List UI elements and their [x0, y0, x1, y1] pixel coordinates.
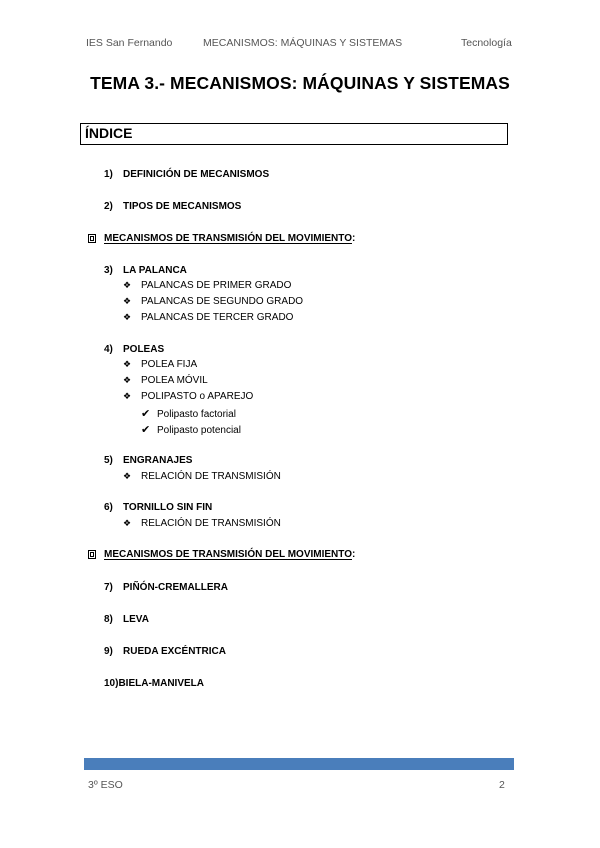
- section-heading-1: [104, 233, 355, 244]
- subitem-poleas-2: ❖ POLEA MÓVIL: [123, 375, 208, 386]
- footer-bar: [84, 758, 514, 770]
- subitem-polipasto-2: ✔ Polipasto potencial: [141, 424, 241, 436]
- item-label: POLEAS: [123, 344, 165, 355]
- page-number: 2: [499, 779, 505, 791]
- item-label: RUEDA EXCÉNTRICA: [123, 646, 226, 657]
- item-label: ENGRANAJES: [123, 455, 193, 466]
- index-item-6: [104, 502, 212, 513]
- item-label: LA PALANCA: [123, 265, 187, 276]
- section-suffix: :: [351, 233, 356, 244]
- index-item-8: [104, 614, 149, 625]
- item-label: LEVA: [123, 614, 149, 625]
- index-item-1: [104, 169, 269, 180]
- diamond-bullet-icon: ❖: [123, 359, 132, 369]
- check-mark-icon: ✔: [141, 408, 151, 420]
- diamond-bullet-icon: ❖: [123, 391, 132, 401]
- checkbox-icon: [88, 550, 96, 559]
- diamond-bullet-icon: ❖: [123, 375, 132, 385]
- subitem-polipasto-1: ✔ Polipasto factorial: [141, 408, 236, 420]
- item-label: BIELA-MANIVELA: [118, 678, 205, 689]
- subitem-poleas-3: ❖ POLIPASTO o APAREJO: [123, 391, 254, 402]
- page-title: TEMA 3.- MECANISMOS: MÁQUINAS Y SISTEMAS: [90, 73, 510, 93]
- item-number: 3): [104, 265, 113, 276]
- subitem-tornillo-1: ❖ RELACIÓN DE TRANSMISIÓN: [123, 518, 281, 529]
- subitem-engranajes-1: ❖ RELACIÓN DE TRANSMISIÓN: [123, 471, 281, 482]
- index-item-2: [104, 201, 241, 212]
- item-number: 4): [104, 344, 113, 355]
- item-number: 9): [104, 646, 113, 657]
- item-label: TIPOS DE MECANISMOS: [123, 201, 242, 212]
- item-label: PIÑÓN-CREMALLERA: [123, 582, 228, 593]
- index-item-10: [104, 678, 204, 689]
- item-number: 5): [104, 455, 113, 466]
- footer-course: 3º ESO: [88, 779, 123, 791]
- diamond-bullet-icon: ❖: [123, 296, 132, 306]
- diamond-bullet-icon: ❖: [123, 280, 132, 290]
- section-label: MECANISMOS DE TRANSMISIÓN DEL MOVIMIENTO: [104, 549, 352, 560]
- index-item-7: [104, 582, 228, 593]
- index-heading-box: [80, 123, 508, 145]
- header-subject: Tecnología: [461, 37, 512, 49]
- index-heading: ÍNDICE: [85, 125, 133, 141]
- subitem-palanca-1: ❖ PALANCAS DE PRIMER GRADO: [123, 280, 292, 291]
- subitem-poleas-1: ❖ POLEA FIJA: [123, 359, 198, 370]
- section-label: MECANISMOS DE TRANSMISIÓN DEL MOVIMIENTO: [104, 233, 352, 244]
- item-number: 10): [104, 678, 119, 689]
- index-item-9: [104, 646, 226, 657]
- checkbox-icon: [88, 234, 96, 243]
- item-number: 1): [104, 169, 113, 180]
- diamond-bullet-icon: ❖: [123, 471, 132, 481]
- subitem-palanca-2: ❖ PALANCAS DE SEGUNDO GRADO: [123, 296, 304, 307]
- check-mark-icon: ✔: [141, 424, 151, 436]
- diamond-bullet-icon: ❖: [123, 518, 132, 528]
- item-label: TORNILLO SIN FIN: [123, 502, 213, 513]
- index-item-3: [104, 265, 187, 276]
- index-item-5: [104, 455, 192, 466]
- item-label: DEFINICIÓN DE MECANISMOS: [123, 169, 270, 180]
- section-heading-2: [104, 549, 355, 560]
- item-number: 8): [104, 614, 113, 625]
- item-number: 2): [104, 201, 113, 212]
- diamond-bullet-icon: ❖: [123, 312, 132, 322]
- header-topic: MECANISMOS: MÁQUINAS Y SISTEMAS: [203, 37, 403, 49]
- item-number: 7): [104, 582, 113, 593]
- section-suffix: :: [351, 549, 356, 560]
- header-school: IES San Fernando: [86, 37, 173, 49]
- index-item-4: [104, 344, 164, 355]
- subitem-palanca-3: ❖ PALANCAS DE TERCER GRADO: [123, 312, 294, 323]
- item-number: 6): [104, 502, 113, 513]
